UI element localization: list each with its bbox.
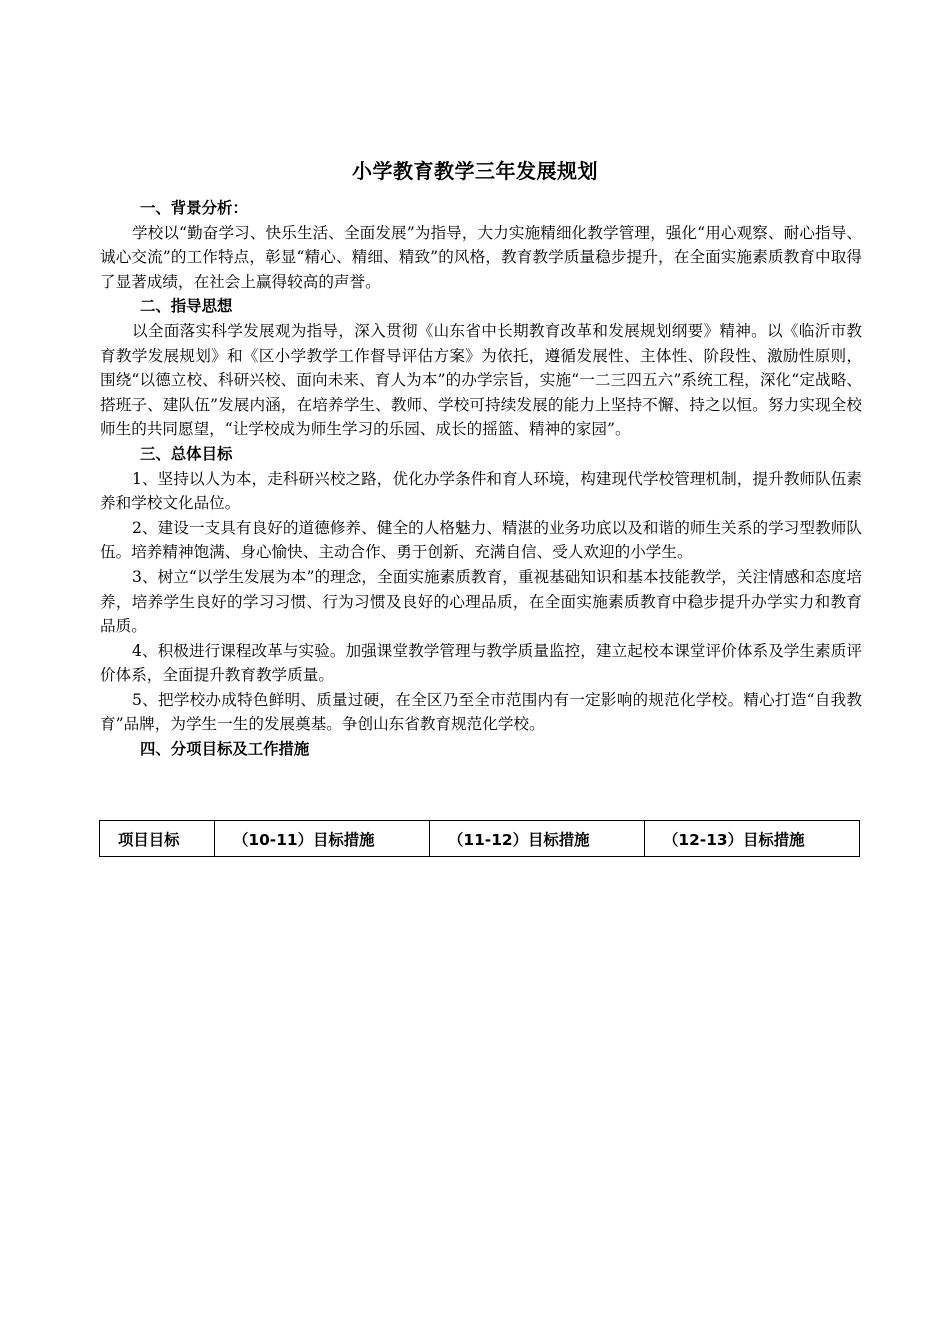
document-title: 小学教育教学三年发展规划 [352,159,598,183]
table-header-cell: （10-11）目标措施 [215,821,430,857]
paragraph: 以全面落实科学发展观为指导，深入贯彻《山东省中长期教育改革和发展规划纲要》精神。以《临沂市教育教学发展规划》和《区小学教学工作督导评估方案》为依托，遵循发展性、主体性、阶段性、激励性原则，围绕“以德立校、科研兴校、面向未来、育人为本”的办学宗旨，实施“一二三四五六”系统工程，深化“定战略、搭班子、建队伍”发展内涵，在培养学生、教师、学校可持续发展的能力上坚持不懈、持之以恒。努力实现全校师生的共同愿望，“让学校成为师生学习的乐园、成长的摇篮、精神的家园”。 [100,321,862,439]
section-heading-item-goals: 四、分项目标及工作措施 [140,740,310,759]
section-heading-overall-goals: 三、总体目标 [140,444,233,463]
paragraph: 5、把学校办成特色鲜明、质量过硬，在全区乃至全市范围内有一定影响的规范化学校。精心打造“自我教育”品牌，为学生一生的发展奠基。争创山东省教育规范化学校。 [100,690,862,734]
paragraph: 4、积极进行课程改革与实验。加强课堂教学管理与教学质量监控，建立起校本课堂评价体系及学生素质评价体系，全面提升教育教学质量。 [100,641,862,685]
table-header-cell: 项目目标 [100,821,215,857]
goals-table [99,820,860,857]
table-header-row [100,821,860,857]
document-body [100,196,862,762]
section-heading-background: 一、背景分析： [140,199,248,217]
paragraph: 1、坚持以人为本，走科研兴校之路，优化办学条件和育人环境，构建现代学校管理机制，提升教师队伍素养和学校文化品位。 [100,469,862,513]
table-header-cell: （11-12）目标措施 [430,821,645,857]
table-header-cell: （12-13）目标措施 [645,821,860,857]
paragraph: 3、树立“以学生发展为本”的理念，全面实施素质教育，重视基础知识和基本技能教学，关注情感和态度培养，培养学生良好的学习习惯、行为习惯及良好的心理品质，在全面实施素质教育中稳步提升办学实力和教育品质。 [100,567,862,636]
paragraph: 学校以“勤奋学习、快乐生活、全面发展”为指导，大力实施精细化教学管理，强化“用心观察、耐心指导、诚心交流”的工作特点，彰显“精心、精细、精致”的风格，教育教学质量稳步提升，在全面实施素质教育中取得了显著成绩，在社会上赢得较高的声誉。 [100,223,862,291]
section-heading-guiding-ideology: 二、指导思想 [140,297,233,316]
paragraph: 2、建设一支具有良好的道德修养、健全的人格魅力、精湛的业务功底以及和谐的师生关系的学习型教师队伍。培养精神饱满、身心愉快、主动合作、勇于创新、充满自信、受人欢迎的小学生。 [100,518,862,562]
